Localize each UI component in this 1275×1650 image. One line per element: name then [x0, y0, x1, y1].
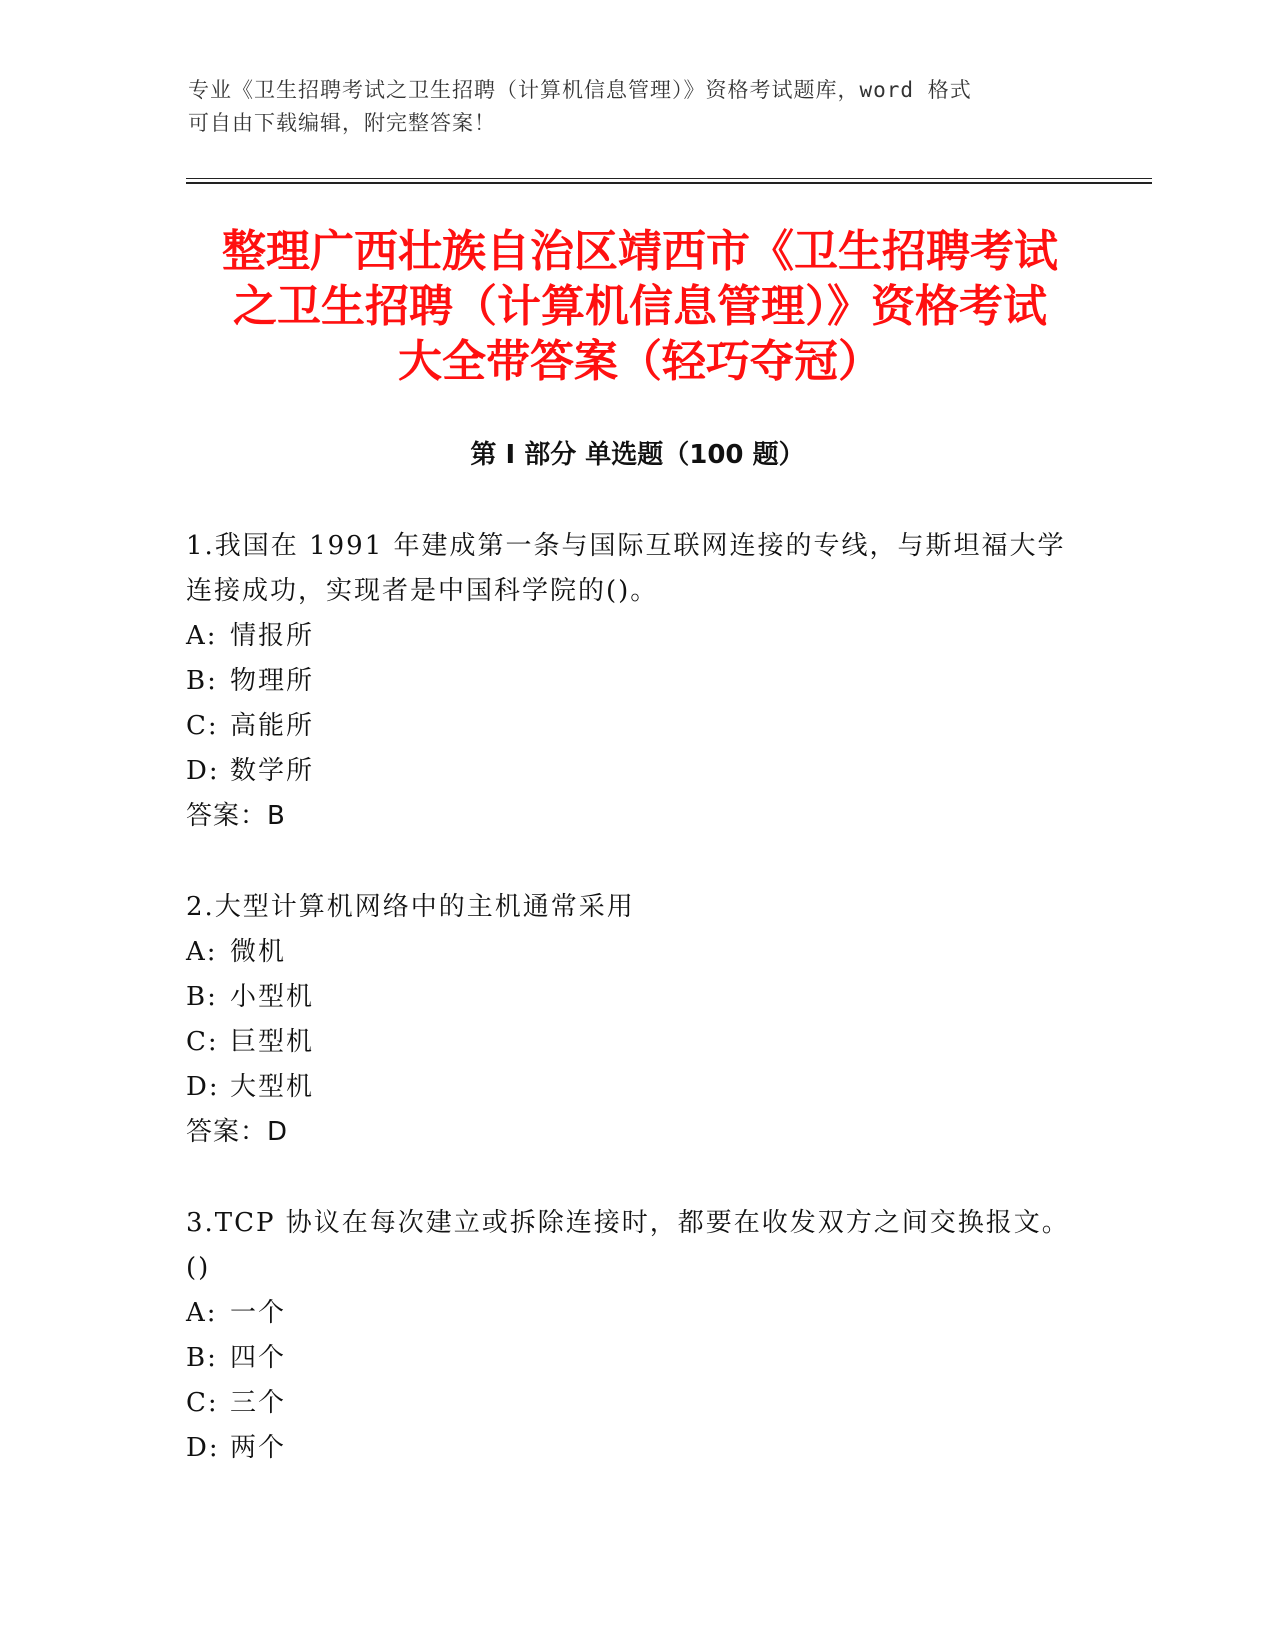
option-letter: A:	[186, 1298, 218, 1328]
header-divider-thin	[186, 178, 1152, 179]
option-d	[186, 749, 1086, 794]
question-list	[186, 524, 1086, 1517]
title-line-2: 之卫生招聘（计算机信息管理）》资格考试	[233, 281, 1047, 332]
option-d	[186, 1065, 1086, 1110]
question-1	[186, 524, 1086, 839]
option-b	[186, 975, 1086, 1020]
question-text	[186, 524, 1086, 614]
option-text: 微机	[230, 937, 287, 967]
option-a	[186, 930, 1086, 975]
option-letter: D:	[186, 1433, 220, 1463]
question-3	[186, 1201, 1086, 1471]
option-letter: B:	[186, 982, 218, 1012]
header-note-line-1: 专业《卫生招聘考试之卫生招聘（计算机信息管理）》资格考试题库，word 格式	[188, 78, 972, 102]
option-b	[186, 1336, 1086, 1381]
option-c	[186, 1381, 1086, 1426]
option-text: 四个	[230, 1343, 287, 1373]
document-header-note	[188, 74, 1068, 140]
option-letter: B:	[186, 1343, 218, 1373]
option-text: 数学所	[230, 756, 315, 786]
option-text: 三个	[230, 1388, 287, 1418]
option-letter: C:	[186, 711, 219, 741]
option-letter: A:	[186, 621, 218, 651]
option-letter: C:	[186, 1027, 219, 1057]
option-text: 巨型机	[230, 1027, 315, 1057]
header-divider-thick	[186, 182, 1152, 184]
option-letter: D:	[186, 756, 220, 786]
header-note-line-2: 可自由下载编辑，附完整答案！	[188, 111, 496, 135]
option-letter: A:	[186, 937, 218, 967]
question-text-line: 连接成功，实现者是中国科学院的()。	[186, 576, 659, 606]
option-text: 高能所	[230, 711, 315, 741]
option-a	[186, 614, 1086, 659]
option-letter: C:	[186, 1388, 219, 1418]
question-text	[186, 1201, 1086, 1291]
answer-line: 答案：D	[186, 1117, 289, 1147]
option-text: 大型机	[230, 1072, 315, 1102]
section-heading: 第 I 部分 单选题（100 题）	[470, 440, 805, 470]
option-text: 物理所	[230, 666, 315, 696]
option-d	[186, 1426, 1086, 1471]
answer-line: 答案：B	[186, 801, 286, 831]
option-text: 小型机	[230, 982, 315, 1012]
title-line-1: 整理广西壮族自治区靖西市《卫生招聘考试	[222, 226, 1058, 277]
option-c	[186, 704, 1086, 749]
question-text-line: 2.大型计算机网络中的主机通常采用	[186, 892, 635, 922]
option-text: 一个	[230, 1298, 287, 1328]
question-text-line: ()	[186, 1253, 211, 1283]
question-text-line: 3.TCP 协议在每次建立或拆除连接时，都要在收发双方之间交换报文。	[186, 1208, 1070, 1238]
option-b	[186, 659, 1086, 704]
option-letter: B:	[186, 666, 218, 696]
question-text-line: 1.我国在 1991 年建成第一条与国际互联网连接的专线，与斯坦福大学	[186, 531, 1066, 561]
option-a	[186, 1291, 1086, 1336]
document-title	[195, 224, 1085, 389]
title-line-3: 大全带答案（轻巧夺冠）	[398, 336, 882, 387]
question-text	[186, 885, 1086, 930]
option-text: 两个	[230, 1433, 287, 1463]
question-2	[186, 885, 1086, 1155]
option-c	[186, 1020, 1086, 1065]
option-letter: D:	[186, 1072, 220, 1102]
option-text: 情报所	[230, 621, 315, 651]
